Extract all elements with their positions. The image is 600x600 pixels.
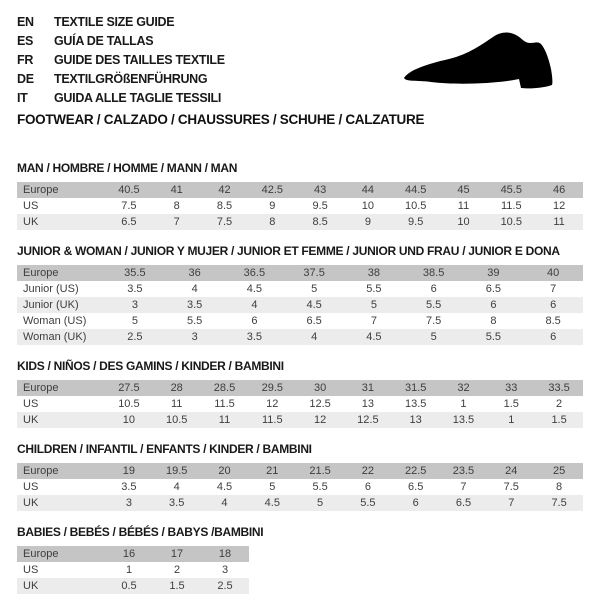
table-row (17, 562, 249, 578)
size-cell: 10.5 (392, 198, 440, 214)
row-label: UK (17, 412, 105, 428)
size-cell: 39 (464, 265, 524, 281)
size-cell: 6.5 (105, 214, 153, 230)
size-cell: 36 (165, 265, 225, 281)
size-cell: 7 (344, 313, 404, 329)
size-cell: 24 (487, 463, 535, 479)
row-label: Europe (17, 380, 105, 396)
size-cell: 0.5 (105, 578, 153, 594)
size-cell: 1.5 (153, 578, 201, 594)
size-cell: 3 (165, 329, 225, 345)
size-cell: 2 (153, 562, 201, 578)
table-row (17, 297, 583, 313)
language-label: GUIDA ALLE TAGLIE TESSILI (54, 90, 222, 105)
size-cell: 1.5 (487, 396, 535, 412)
size-cell: 22 (344, 463, 392, 479)
size-cell: 6.5 (440, 495, 488, 511)
size-cell: 3 (105, 495, 153, 511)
size-cell: 21.5 (296, 463, 344, 479)
size-cell: 4 (284, 329, 344, 345)
table-row (17, 578, 249, 594)
size-cell: 7 (487, 495, 535, 511)
row-label: Junior (UK) (17, 297, 105, 313)
size-table-section (17, 442, 583, 511)
size-cell: 28.5 (201, 380, 249, 396)
size-cell: 16 (105, 546, 153, 562)
size-table (17, 463, 583, 511)
size-cell: 5.5 (296, 479, 344, 495)
size-cell: 6 (225, 313, 285, 329)
size-cell: 4.5 (284, 297, 344, 313)
page-header (0, 0, 600, 127)
size-cell: 23.5 (440, 463, 488, 479)
table-row (17, 329, 583, 345)
table-title: CHILDREN / INFANTIL / ENFANTS / KINDER / BAMBINI (17, 442, 312, 456)
size-table (17, 265, 583, 345)
size-cell: 3.5 (105, 281, 165, 297)
size-cell: 28 (153, 380, 201, 396)
size-cell: 44 (344, 182, 392, 198)
size-cell: 6 (464, 297, 524, 313)
size-cell: 8 (464, 313, 524, 329)
size-cell: 13 (392, 412, 440, 428)
size-cell: 38 (344, 265, 404, 281)
size-cell: 33.5 (535, 380, 583, 396)
size-cell: 25 (535, 463, 583, 479)
size-cell: 10 (344, 198, 392, 214)
size-cell: 7 (440, 479, 488, 495)
table-row (17, 182, 583, 198)
size-cell: 43 (296, 182, 344, 198)
table-row (17, 546, 249, 562)
size-table (17, 546, 249, 594)
table-row (17, 479, 583, 495)
size-cell: 3.5 (153, 495, 201, 511)
size-cell: 5.5 (404, 297, 464, 313)
table-row (17, 412, 583, 428)
row-label: UK (17, 495, 105, 511)
size-cell: 8.5 (296, 214, 344, 230)
size-cell: 5.5 (464, 329, 524, 345)
size-cell: 7.5 (487, 479, 535, 495)
size-cell: 7 (523, 281, 583, 297)
size-cell: 3.5 (105, 479, 153, 495)
size-cell: 8.5 (201, 198, 249, 214)
size-cell: 10.5 (153, 412, 201, 428)
size-table-section (17, 244, 583, 345)
size-cell: 13 (344, 396, 392, 412)
table-row (17, 214, 583, 230)
size-cell: 12 (535, 198, 583, 214)
size-cell: 11.5 (201, 396, 249, 412)
size-cell: 1 (440, 396, 488, 412)
size-cell: 4.5 (225, 281, 285, 297)
size-cell: 30 (296, 380, 344, 396)
size-cell: 37.5 (284, 265, 344, 281)
size-cell: 11 (440, 198, 488, 214)
size-cell: 8 (535, 479, 583, 495)
table-row (17, 380, 583, 396)
size-cell: 35.5 (105, 265, 165, 281)
row-label: Woman (US) (17, 313, 105, 329)
size-cell: 1 (105, 562, 153, 578)
size-cell: 11 (201, 412, 249, 428)
size-cell: 1.5 (535, 412, 583, 428)
size-cell: 12 (296, 412, 344, 428)
size-cell: 4 (165, 281, 225, 297)
size-cell: 9.5 (392, 214, 440, 230)
size-cell: 7.5 (105, 198, 153, 214)
size-cell: 32 (440, 380, 488, 396)
table-title: JUNIOR & WOMAN / JUNIOR Y MUJER / JUNIOR ET FEMME / JUNIOR UND FRAU / JUNIOR E DONA (17, 244, 560, 258)
size-cell: 42.5 (248, 182, 296, 198)
row-label: US (17, 479, 105, 495)
table-title: BABIES / BEBÉS / BÉBÉS / BABYS /BAMBINI (17, 525, 264, 539)
language-label: GUÍA DE TALLAS (54, 33, 154, 48)
table-title: KIDS / NIÑOS / DES GAMINS / KINDER / BAMBINI (17, 359, 284, 373)
row-label: UK (17, 214, 105, 230)
size-cell: 6 (344, 479, 392, 495)
size-cell: 5.5 (344, 281, 404, 297)
size-cell: 44.5 (392, 182, 440, 198)
table-row (17, 495, 583, 511)
size-cell: 3.5 (165, 297, 225, 313)
size-cell: 5 (296, 495, 344, 511)
size-cell: 45 (440, 182, 488, 198)
size-cell: 7 (153, 214, 201, 230)
size-cell: 6 (523, 297, 583, 313)
size-cell: 40 (523, 265, 583, 281)
size-cell: 12 (248, 396, 296, 412)
size-cell: 12.5 (296, 396, 344, 412)
size-cell: 45.5 (487, 182, 535, 198)
table-row (17, 265, 583, 281)
size-cell: 7.5 (201, 214, 249, 230)
size-cell: 8.5 (523, 313, 583, 329)
size-cell: 21 (248, 463, 296, 479)
size-cell: 4.5 (201, 479, 249, 495)
size-cell: 4 (153, 479, 201, 495)
size-table-section (17, 161, 583, 230)
size-cell: 31 (344, 380, 392, 396)
size-cell: 4.5 (344, 329, 404, 345)
size-cell: 17 (153, 546, 201, 562)
size-cell: 8 (248, 214, 296, 230)
size-cell: 7.5 (404, 313, 464, 329)
size-cell: 2.5 (201, 578, 249, 594)
row-label: Europe (17, 546, 105, 562)
language-label: TEXTILE SIZE GUIDE (54, 14, 175, 29)
row-label: UK (17, 578, 105, 594)
size-cell: 5.5 (165, 313, 225, 329)
table-row (17, 396, 583, 412)
size-cell: 42 (201, 182, 249, 198)
size-cell: 22.5 (392, 463, 440, 479)
size-cell: 36.5 (225, 265, 285, 281)
language-code: ES (17, 33, 34, 48)
size-cell: 5 (344, 297, 404, 313)
table-row (17, 281, 583, 297)
size-cell: 2 (535, 396, 583, 412)
shoe-icon (397, 24, 575, 104)
size-cell: 38.5 (404, 265, 464, 281)
size-cell: 13.5 (440, 412, 488, 428)
size-cell: 1 (487, 412, 535, 428)
size-cell: 4 (201, 495, 249, 511)
size-cell: 6.5 (284, 313, 344, 329)
size-cell: 6 (523, 329, 583, 345)
size-cell: 8 (153, 198, 201, 214)
size-table (17, 380, 583, 428)
size-cell: 19 (105, 463, 153, 479)
row-label: Europe (17, 463, 105, 479)
size-table-section (17, 525, 583, 594)
language-label: GUIDE DES TAILLES TEXTILE (54, 52, 225, 67)
size-cell: 5 (248, 479, 296, 495)
category-line: FOOTWEAR / CALZADO / CHAUSSURES / SCHUHE / CALZATURE (17, 112, 425, 127)
size-cell: 11 (153, 396, 201, 412)
table-title: MAN / HOMBRE / HOMME / MANN / MAN (17, 161, 238, 175)
size-cell: 11.5 (487, 198, 535, 214)
size-cell: 5 (404, 329, 464, 345)
size-cell: 10.5 (487, 214, 535, 230)
size-cell: 3 (105, 297, 165, 313)
size-cell: 19.5 (153, 463, 201, 479)
table-row (17, 198, 583, 214)
size-cell: 6 (392, 495, 440, 511)
size-cell: 11.5 (248, 412, 296, 428)
size-cell: 5 (284, 281, 344, 297)
row-label: US (17, 396, 105, 412)
language-code: EN (17, 14, 34, 29)
size-cell: 11 (535, 214, 583, 230)
row-label: Europe (17, 182, 105, 198)
size-cell: 7.5 (535, 495, 583, 511)
row-label: US (17, 562, 105, 578)
size-cell: 40.5 (105, 182, 153, 198)
language-code: DE (17, 71, 34, 86)
row-label: Europe (17, 265, 105, 281)
row-label: Junior (US) (17, 281, 105, 297)
size-cell: 29.5 (248, 380, 296, 396)
size-cell: 10 (105, 412, 153, 428)
row-label: US (17, 198, 105, 214)
size-cell: 10.5 (105, 396, 153, 412)
size-cell: 4.5 (248, 495, 296, 511)
size-cell: 12.5 (344, 412, 392, 428)
size-cell: 41 (153, 182, 201, 198)
language-code: FR (17, 52, 34, 67)
size-cell: 6.5 (392, 479, 440, 495)
row-label: Woman (UK) (17, 329, 105, 345)
size-cell: 9 (248, 198, 296, 214)
size-cell: 2.5 (105, 329, 165, 345)
size-cell: 6.5 (464, 281, 524, 297)
size-cell: 9 (344, 214, 392, 230)
table-row (17, 313, 583, 329)
size-cell: 46 (535, 182, 583, 198)
size-cell: 5.5 (344, 495, 392, 511)
size-cell: 3 (201, 562, 249, 578)
size-table (17, 182, 583, 230)
language-code: IT (17, 90, 28, 105)
size-cell: 27.5 (105, 380, 153, 396)
size-cell: 31.5 (392, 380, 440, 396)
size-cell: 33 (487, 380, 535, 396)
size-tables (0, 161, 600, 594)
size-table-section (17, 359, 583, 428)
size-cell: 10 (440, 214, 488, 230)
size-cell: 18 (201, 546, 249, 562)
size-cell: 9.5 (296, 198, 344, 214)
size-cell: 5 (105, 313, 165, 329)
size-cell: 3.5 (225, 329, 285, 345)
size-cell: 20 (201, 463, 249, 479)
size-cell: 6 (404, 281, 464, 297)
language-label: TEXTILGRÖßENFÜHRUNG (54, 71, 208, 86)
table-row (17, 463, 583, 479)
size-cell: 4 (225, 297, 285, 313)
size-cell: 13.5 (392, 396, 440, 412)
